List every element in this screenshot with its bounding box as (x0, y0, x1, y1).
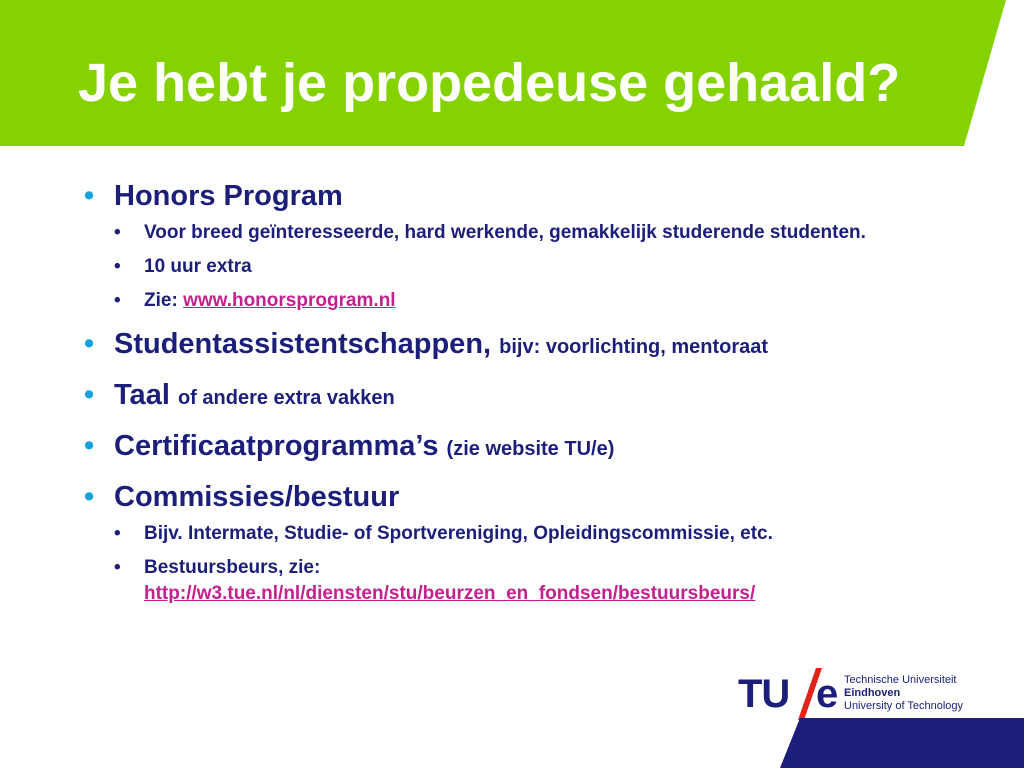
item-small-text: bijv: voorlichting, mentoraat (499, 336, 769, 358)
sub-list-item (114, 220, 944, 246)
logo-tu-text: TU (738, 672, 790, 716)
item-main-text: Certificaatprogramma’s (114, 430, 439, 462)
bestuursbeurs-link[interactable]: http://w3.tue.nl/nl/diensten/stu/beurzen_en_fondsen/bestuursbeurs/ (144, 583, 756, 604)
tue-logo (738, 666, 978, 722)
sub-item-prefix: Zie: (144, 290, 184, 311)
bullet-icon: • (84, 328, 95, 360)
sub-item-text: 10 uur extra (144, 256, 252, 277)
item-small-text: of andere extra vakken (177, 387, 395, 409)
honorsprogram-link[interactable]: www.honorsprogram.nl (183, 290, 396, 311)
bullet-list (84, 178, 944, 619)
footer-corner-shape (780, 718, 1024, 768)
bullet-icon: • (84, 481, 95, 513)
sub-bullet-icon: • (114, 256, 121, 277)
list-item-honors (84, 178, 944, 314)
sub-list-item (114, 288, 944, 314)
item-main-text: Commissies/bestuur (114, 481, 400, 513)
item-main-text: Studentassistentschappen, (114, 328, 492, 360)
bullet-icon: • (84, 379, 95, 411)
sub-bullet-icon: • (114, 290, 121, 311)
logo-line-1: Technische Universiteit (844, 674, 957, 686)
logo-e-text: e (816, 672, 839, 716)
list-item-commissies (84, 479, 944, 607)
sub-list-item (114, 254, 944, 280)
footer-corner-background (780, 718, 1024, 768)
list-item-studentassistent (84, 326, 944, 365)
bullet-icon: • (84, 430, 95, 462)
slide-title: Je hebt je propedeuse gehaald? (78, 53, 901, 113)
sub-item-prefix: Bestuursbeurs, zie: (144, 557, 321, 578)
logo-institution-text (844, 674, 963, 713)
item-main-text: Taal (114, 379, 170, 411)
item-small-text: (zie website TU/e) (446, 438, 615, 460)
sub-list-item (114, 521, 944, 547)
sub-bullet-icon: • (114, 523, 121, 544)
sub-item-text: Voor breed geïnteresseerde, hard werkende, gemakkelijk studerende studenten. (144, 222, 866, 243)
list-item-taal (84, 377, 944, 416)
bullet-icon: • (84, 180, 95, 212)
item-main-text: Honors Program (114, 180, 343, 212)
logo-line-2: Eindhoven (844, 687, 901, 699)
sub-bullet-icon: • (114, 557, 121, 578)
sub-bullet-icon: • (114, 222, 121, 243)
sub-list-item (114, 555, 944, 607)
list-item-certificaat (84, 428, 944, 467)
sub-list (114, 521, 944, 607)
logo-line-3: University of Technology (844, 700, 964, 712)
sub-list (114, 220, 944, 314)
sub-item-text: Bijv. Intermate, Studie- of Sportvereniging, Opleidingscommissie, etc. (144, 523, 773, 544)
